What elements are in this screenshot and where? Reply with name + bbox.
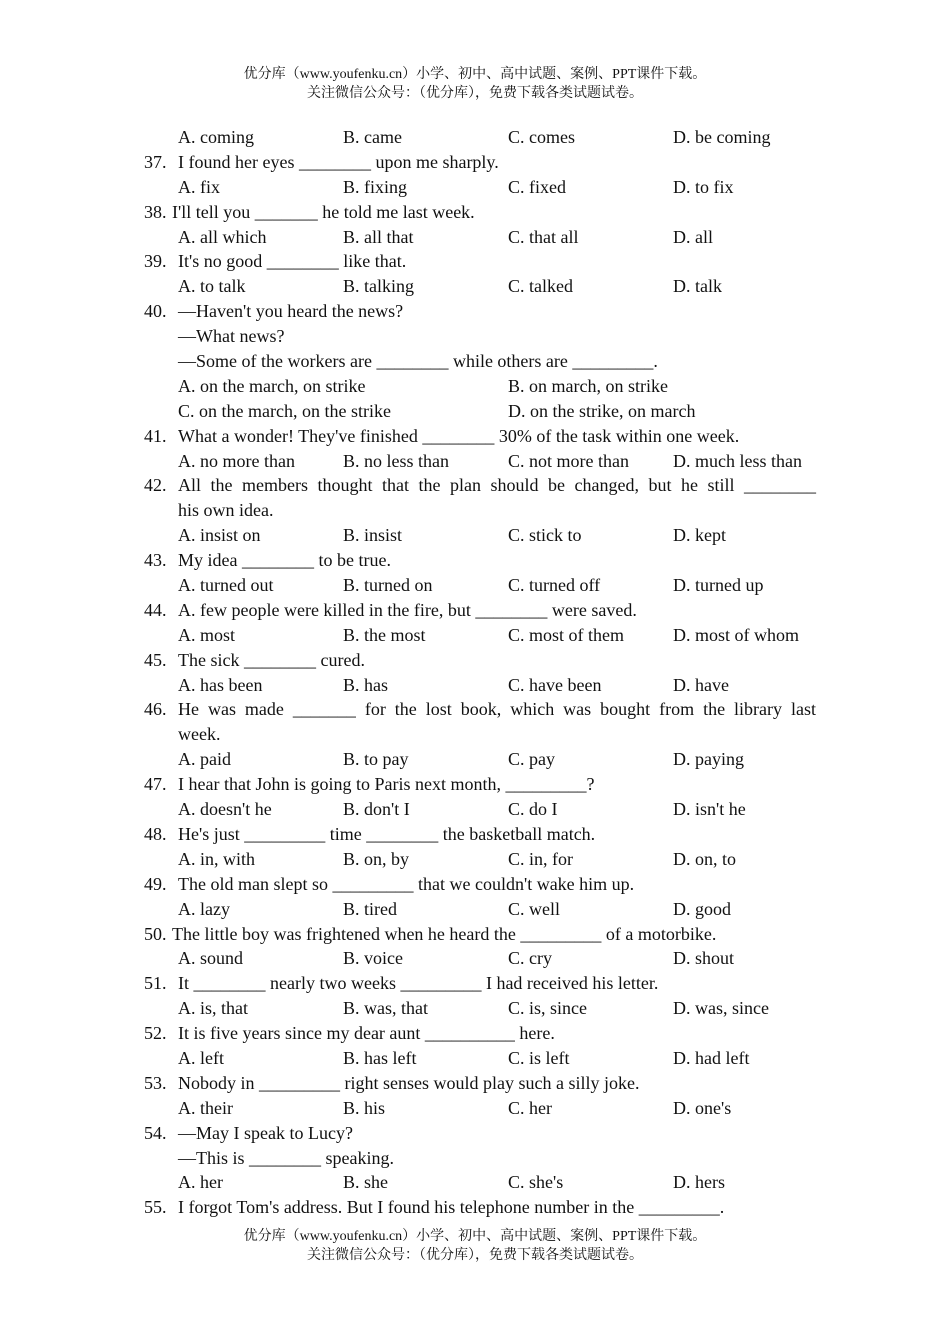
q52-options xyxy=(144,1046,816,1071)
q38-text: I'll tell you _______ he told me last week. xyxy=(172,201,475,222)
q44-options xyxy=(144,623,816,648)
q52-option-a: A. left xyxy=(178,1047,224,1068)
q40-stem xyxy=(144,299,816,324)
q50-stem xyxy=(144,922,816,947)
q37-option-c: C. fixed xyxy=(508,176,566,197)
q49-stem xyxy=(144,872,816,897)
q44-option-a: A. most xyxy=(178,624,236,645)
q40-dialogue-line xyxy=(144,324,816,349)
q48-option-c: C. in, for xyxy=(508,848,573,869)
q53-option-b: B. his xyxy=(343,1097,386,1118)
q50-option-c: C. cry xyxy=(508,948,552,969)
q40-number: 40. xyxy=(144,301,167,322)
q39-option-d: D. talk xyxy=(673,276,722,297)
q36-option-b: B. came xyxy=(343,127,402,147)
q54-stem xyxy=(144,1121,816,1146)
q42-option-b: B. insist xyxy=(343,525,403,546)
q51-option-d: D. was, since xyxy=(673,998,769,1019)
q42-option-c: C. stick to xyxy=(508,525,582,546)
q43-text: My idea ________ to be true. xyxy=(178,550,391,571)
q48-number: 48. xyxy=(144,823,167,844)
q45-number: 45. xyxy=(144,649,167,670)
q46-stem xyxy=(144,697,816,722)
q43-option-c: C. turned off xyxy=(508,575,601,596)
q39-option-b: B. talking xyxy=(343,276,414,297)
q42-option-d: D. kept xyxy=(673,525,726,546)
q37-options xyxy=(144,175,816,200)
footer-line-2: 关注微信公众号：（优分库），免费下载各类试题试卷。 xyxy=(307,1248,643,1263)
q48-options xyxy=(144,847,816,872)
q47-options xyxy=(144,797,816,822)
q42-option-a: A. insist on xyxy=(178,525,261,546)
page-header xyxy=(0,65,950,103)
q48-stem xyxy=(144,822,816,847)
q39-options xyxy=(144,274,816,299)
q45-option-c: C. have been xyxy=(508,674,602,695)
q51-stem xyxy=(144,971,816,996)
q41-option-a: A. no more than xyxy=(178,450,295,471)
q44-text: A. few people were killed in the fire, but ________ were saved. xyxy=(178,599,637,620)
q41-text: What a wonder! They've finished ________ 30% of the task within one week. xyxy=(178,425,740,446)
q53-number: 53. xyxy=(144,1072,167,1093)
q42-text-2: his own idea. xyxy=(178,500,274,521)
q40-dialogue-2: —What news? xyxy=(178,326,285,347)
q55-stem xyxy=(144,1195,816,1220)
q43-option-a: A. turned out xyxy=(178,575,274,596)
q37-option-a: A. fix xyxy=(178,176,220,197)
q51-number: 51. xyxy=(144,973,167,994)
q40-options-row-2 xyxy=(144,399,816,424)
q37-text: I found her eyes ________ upon me sharply. xyxy=(178,151,499,172)
q39-option-c: C. talked xyxy=(508,276,573,297)
q48-text: He's just _________ time ________ the basketball match. xyxy=(178,823,596,844)
q45-text: The sick ________ cured. xyxy=(178,649,365,670)
q48-option-b: B. on, by xyxy=(343,848,410,869)
q40-option-d: D. on the strike, on march xyxy=(508,400,696,421)
q49-option-b: B. tired xyxy=(343,898,397,919)
q47-option-b: B. don't I xyxy=(343,799,410,820)
q54-options xyxy=(144,1170,816,1195)
q36-option-d: D. be coming xyxy=(673,127,771,147)
q54-option-a: A. her xyxy=(178,1172,223,1193)
q38-option-b: B. all that xyxy=(343,226,414,247)
q53-stem xyxy=(144,1071,816,1096)
q46-option-c: C. pay xyxy=(508,749,555,770)
q37-option-b: B. fixing xyxy=(343,176,408,197)
q50-text: The little boy was frightened when he heard the _________ of a motorbike. xyxy=(172,923,717,944)
q49-options xyxy=(144,897,816,922)
page-footer xyxy=(0,1227,950,1265)
q54-option-b: B. she xyxy=(343,1172,388,1193)
q54-dialogue-line xyxy=(144,1146,816,1171)
q54-dialogue-1: —May I speak to Lucy? xyxy=(178,1122,353,1143)
header-line-2: 关注微信公众号：（优分库），免费下载各类试题试卷。 xyxy=(307,86,643,101)
q46-option-a: A. paid xyxy=(178,749,231,770)
q47-option-d: D. isn't he xyxy=(673,799,746,820)
q38-stem xyxy=(144,200,816,225)
q44-stem xyxy=(144,598,816,623)
q47-stem xyxy=(144,772,816,797)
q49-text: The old man slept so _________ that we couldn't wake him up. xyxy=(178,873,635,894)
q39-number: 39. xyxy=(144,251,167,272)
question-list xyxy=(144,125,816,1220)
q41-option-b: B. no less than xyxy=(343,450,449,471)
q51-text: It ________ nearly two weeks _________ I had received his letter. xyxy=(178,973,659,994)
q42-number: 42. xyxy=(144,475,167,496)
q46-number: 46. xyxy=(144,699,167,720)
q54-option-d: D. hers xyxy=(673,1172,725,1193)
q53-option-d: D. one's xyxy=(673,1097,732,1118)
q43-number: 43. xyxy=(144,550,167,571)
q42-options xyxy=(144,523,816,548)
q49-number: 49. xyxy=(144,873,167,894)
q50-number: 50. xyxy=(144,923,167,944)
q37-stem xyxy=(144,150,816,175)
q50-option-a: A. sound xyxy=(178,948,244,969)
q51-option-c: C. is, since xyxy=(508,998,587,1019)
q49-option-a: A. lazy xyxy=(178,898,230,919)
q40-option-a: A. on the march, on strike xyxy=(178,375,366,396)
footer-line-1: 优分库（www.youfenku.cn）小学、初中、高中试题、案例、PPT课件下载。 xyxy=(243,1229,707,1244)
q40-dialogue-line xyxy=(144,349,816,374)
q53-option-c: C. her xyxy=(508,1097,552,1118)
q41-options xyxy=(144,449,816,474)
q52-stem xyxy=(144,1021,816,1046)
q47-option-c: C. do I xyxy=(508,799,558,820)
q46-text-1: He was made _______ for the lost book, which was bought from the library last xyxy=(178,699,816,720)
q38-number: 38. xyxy=(144,201,167,222)
q40-options-row-1 xyxy=(144,374,816,399)
q46-option-d: D. paying xyxy=(673,749,744,770)
q38-options xyxy=(144,225,816,250)
q38-option-a: A. all which xyxy=(178,226,267,247)
q43-option-d: D. turned up xyxy=(673,575,764,596)
q36-options xyxy=(144,125,816,150)
q37-number: 37. xyxy=(144,151,167,172)
q45-option-d: D. have xyxy=(673,674,729,695)
q41-option-d: D. much less than xyxy=(673,450,802,471)
q51-options xyxy=(144,996,816,1021)
q42-text-1: All the members thought that the plan should be changed, but he still ________ xyxy=(178,475,816,496)
q43-stem xyxy=(144,548,816,573)
q54-dialogue-2: —This is ________ speaking. xyxy=(178,1147,394,1168)
q43-options xyxy=(144,573,816,598)
q46-options xyxy=(144,747,816,772)
q39-stem xyxy=(144,249,816,274)
q47-option-a: A. doesn't he xyxy=(178,799,272,820)
q44-option-b: B. the most xyxy=(343,624,426,645)
q40-dialogue-3: —Some of the workers are ________ while others are _________. xyxy=(178,351,658,372)
q40-dialogue-1: —Haven't you heard the news? xyxy=(178,301,404,322)
q54-option-c: C. she's xyxy=(508,1172,564,1193)
q51-option-a: A. is, that xyxy=(178,998,248,1019)
q52-number: 52. xyxy=(144,1023,167,1044)
q44-number: 44. xyxy=(144,599,167,620)
q49-option-d: D. good xyxy=(673,898,731,919)
q51-option-b: B. was, that xyxy=(343,998,428,1019)
q41-option-c: C. not more than xyxy=(508,450,629,471)
q55-number: 55. xyxy=(144,1197,167,1218)
q53-options xyxy=(144,1096,816,1121)
q46-option-b: B. to pay xyxy=(343,749,409,770)
q50-option-d: D. shout xyxy=(673,948,735,969)
q40-option-c: C. on the march, on the strike xyxy=(178,400,391,421)
q39-option-a: A. to talk xyxy=(178,276,246,297)
q52-option-d: D. had left xyxy=(673,1047,750,1068)
q42-stem xyxy=(144,473,816,498)
q46-text-2: week. xyxy=(178,724,221,745)
q37-option-d: D. to fix xyxy=(673,176,734,197)
q47-text: I hear that John is going to Paris next month, _________? xyxy=(178,774,595,795)
q45-stem xyxy=(144,648,816,673)
q48-option-d: D. on, to xyxy=(673,848,736,869)
q38-option-c: C. that all xyxy=(508,226,579,247)
q53-option-a: A. their xyxy=(178,1097,233,1118)
q41-number: 41. xyxy=(144,425,167,446)
q52-text: It is five years since my dear aunt __________ here. xyxy=(178,1023,555,1044)
q45-option-a: A. has been xyxy=(178,674,263,695)
header-line-1: 优分库（www.youfenku.cn）小学、初中、高中试题、案例、PPT课件下载。 xyxy=(243,67,707,82)
q45-option-b: B. has xyxy=(343,674,388,695)
q48-option-a: A. in, with xyxy=(178,848,256,869)
q43-option-b: B. turned on xyxy=(343,575,433,596)
q46-stem-cont xyxy=(144,722,816,747)
q44-option-c: C. most of them xyxy=(508,624,624,645)
q54-number: 54. xyxy=(144,1122,167,1143)
q50-options xyxy=(144,946,816,971)
q36-option-c: C. comes xyxy=(508,127,575,147)
q50-option-b: B. voice xyxy=(343,948,403,969)
q45-options xyxy=(144,673,816,698)
q52-option-b: B. has left xyxy=(343,1047,417,1068)
q38-option-d: D. all xyxy=(673,226,713,247)
q53-text: Nobody in _________ right senses would play such a silly joke. xyxy=(178,1072,640,1093)
q39-text: It's no good ________ like that. xyxy=(178,251,407,272)
q36-option-a: A. coming xyxy=(178,127,254,147)
q42-stem-cont xyxy=(144,498,816,523)
q47-number: 47. xyxy=(144,774,167,795)
q41-stem xyxy=(144,424,816,449)
q49-option-c: C. well xyxy=(508,898,560,919)
q40-option-b: B. on march, on strike xyxy=(508,375,668,396)
q52-option-c: C. is left xyxy=(508,1047,570,1068)
q55-text: I forgot Tom's address. But I found his telephone number in the _________. xyxy=(178,1197,725,1218)
q44-option-d: D. most of whom xyxy=(673,624,799,645)
